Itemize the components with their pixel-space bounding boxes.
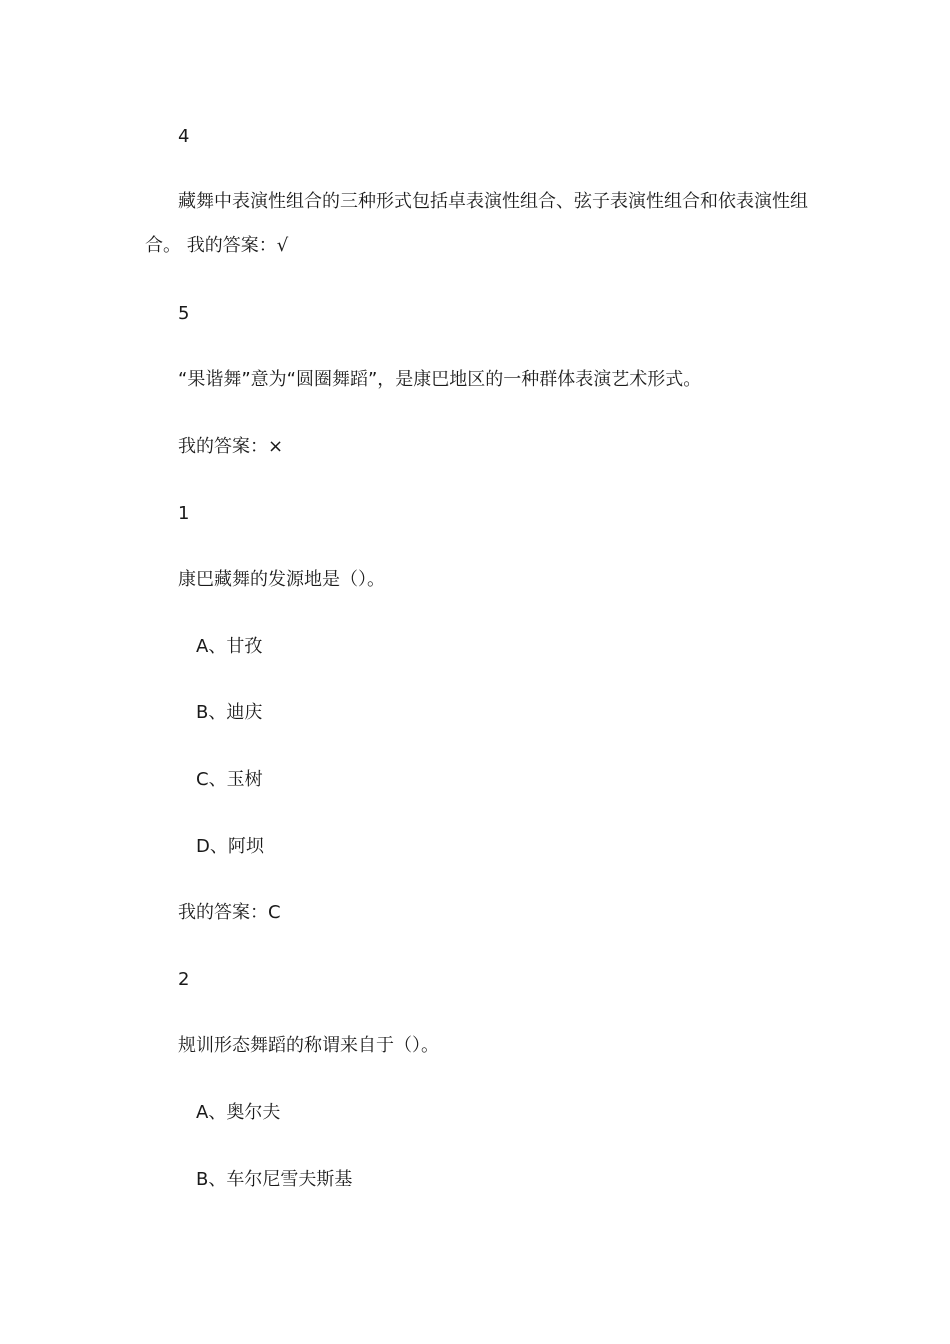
- option-a: A、奥尔夫: [196, 1102, 281, 1123]
- question-number: 1: [178, 503, 190, 524]
- question-text: 规训形态舞蹈的称谓来自于（）。: [178, 1035, 439, 1056]
- question-text: “果谐舞”意为“圆圈舞蹈”，是康巴地区的一种群体表演艺术形式。: [178, 369, 702, 390]
- question-number: 5: [178, 303, 190, 324]
- option-c: C、玉树: [196, 769, 263, 790]
- question-number: 2: [178, 969, 190, 990]
- question-text: 康巴藏舞的发源地是（）。: [178, 569, 385, 590]
- answer-text: 我的答案：C: [178, 902, 281, 923]
- question-number: 4: [178, 126, 190, 147]
- option-b: B、迪庆: [196, 702, 263, 723]
- option-b: B、车尔尼雪夫斯基: [196, 1169, 353, 1190]
- answer-text: 我的答案：×: [178, 436, 284, 457]
- option-d: D、阿坝: [196, 836, 264, 857]
- option-a: A、甘孜: [196, 636, 263, 657]
- question-text: 藏舞中表演性组合的三种形式包括卓表演性组合、弦子表演性组合和依表演性组合。 我的答案：√: [145, 191, 808, 256]
